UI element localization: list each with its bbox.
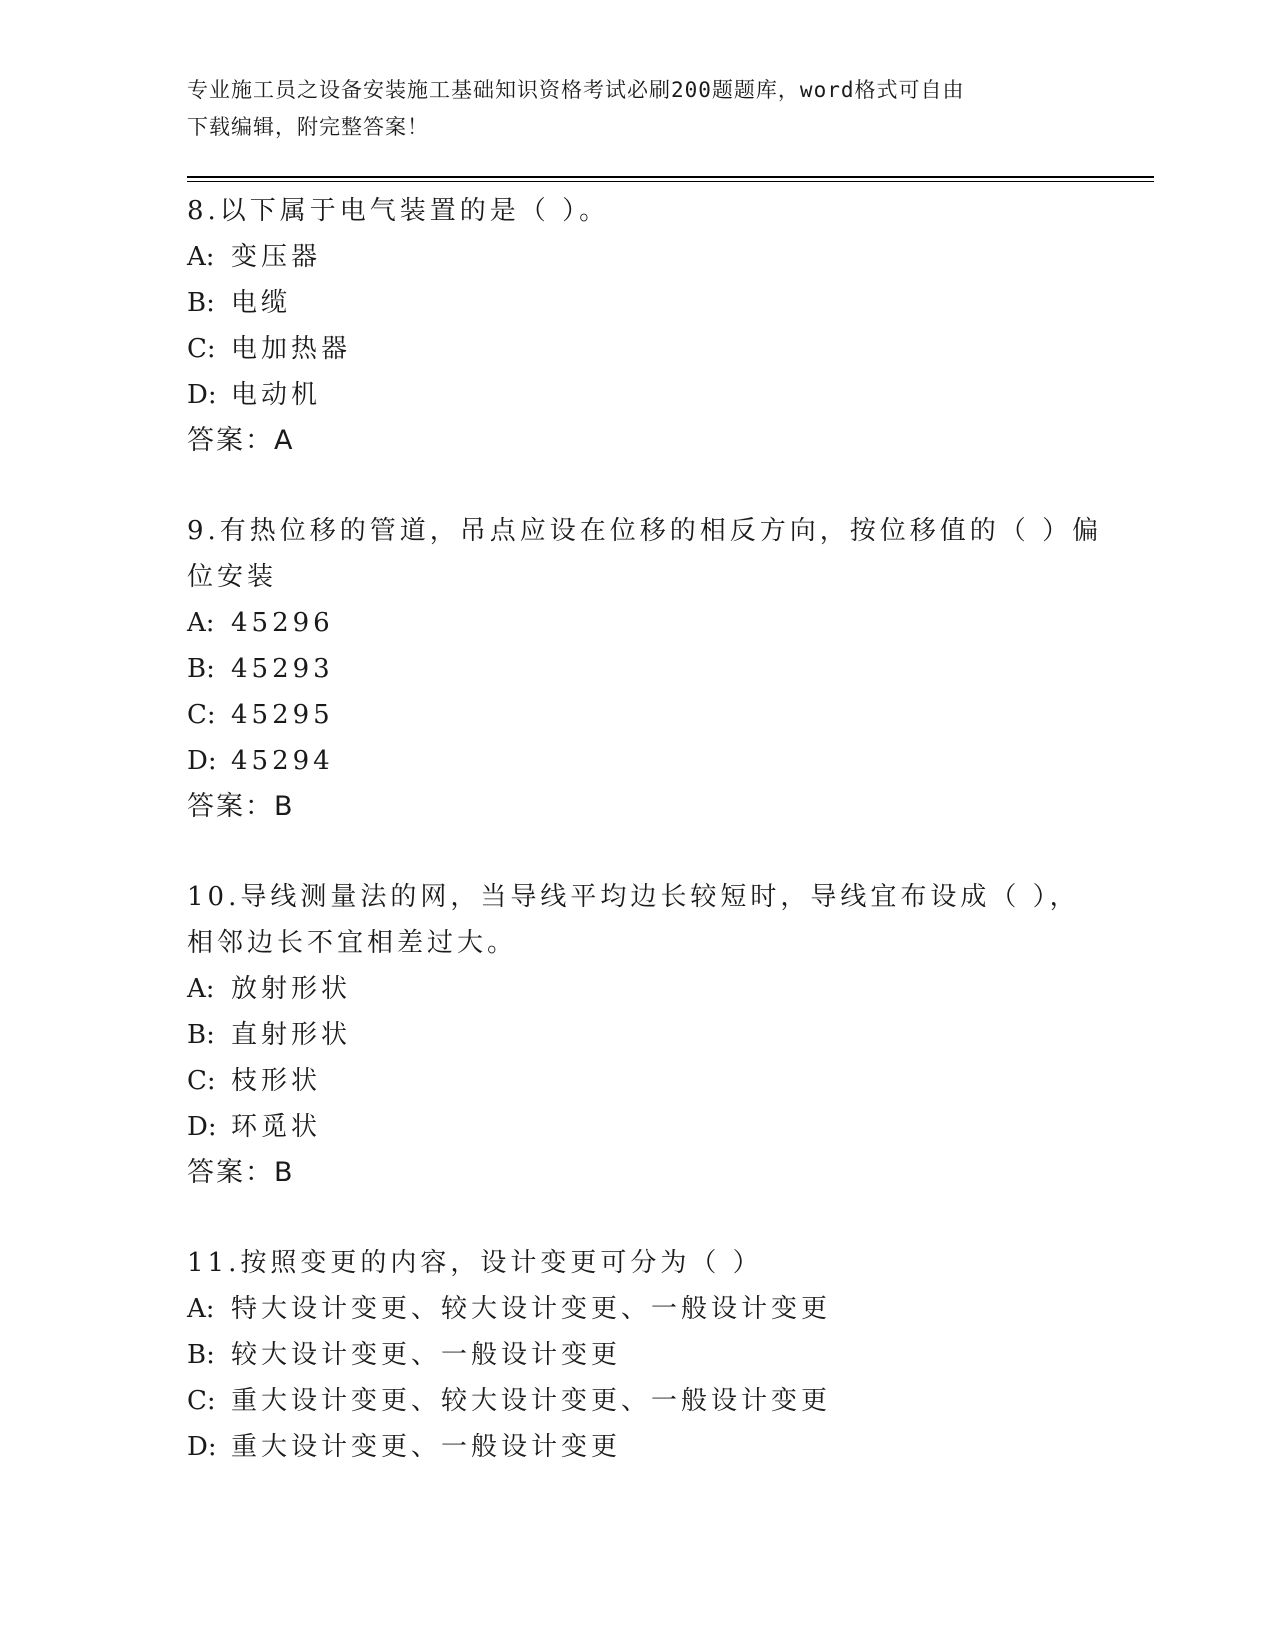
option-key: C: [187,1066,216,1096]
option-text: 重大设计变更、较大设计变更、一般设计变更 [231,1386,832,1416]
option-c [187,692,1087,738]
option-key: D: [187,1112,217,1142]
option-text: 电加热器 [231,334,352,364]
option-text: 45296 [231,608,334,638]
option-text: 环觅状 [231,1112,322,1142]
header-line-1: 专业施工员之设备安装施工基础知识资格考试必刷200题题库，word格式可自由 [187,78,965,102]
question-stem-continued: 相邻边长不宜相差过大。 [187,928,518,958]
option-b [187,1012,1087,1058]
option-b [187,280,1087,326]
option-key: B: [187,1340,215,1370]
answer: 答案：A [187,425,295,456]
option-text: 特大设计变更、较大设计变更、一般设计变更 [231,1294,832,1324]
header-divider-thick [187,176,1154,178]
option-text: 45294 [231,746,334,776]
option-key: A: [187,974,215,1004]
option-key: C: [187,700,216,730]
question-stem-continued: 位安装 [187,562,278,592]
option-c [187,326,1087,372]
answer: 答案：B [187,1157,295,1188]
option-a [187,966,1087,1012]
question-stem: 9.有热位移的管道，吊点应设在位移的相反方向，按位移值的（ ）偏 [187,516,1103,546]
document-header [187,72,1087,146]
option-key: D: [187,1432,217,1462]
header-divider-thin [187,181,1154,182]
question-stem: 8.以下属于电气装置的是（ ）。 [187,196,610,226]
option-text: 电动机 [231,380,322,410]
question-11 [187,1240,1087,1470]
option-c [187,1058,1087,1104]
header-line-2: 下载编辑，附完整答案！ [187,115,429,139]
option-key: A: [187,1294,215,1324]
option-key: B: [187,654,215,684]
option-a [187,1286,1087,1332]
option-text: 45295 [231,700,334,730]
option-key: A: [187,608,215,638]
option-d [187,1104,1087,1150]
question-8 [187,188,1087,464]
option-key: B: [187,288,215,318]
option-text: 较大设计变更、一般设计变更 [231,1340,622,1370]
question-stem: 10.导线测量法的网，当导线平均边长较短时，导线宜布设成（ ）， [187,882,1080,912]
option-a [187,234,1087,280]
option-text: 放射形状 [231,974,352,1004]
option-text: 变压器 [231,242,322,272]
option-key: D: [187,746,217,776]
option-text: 电缆 [231,288,292,318]
option-key: C: [187,334,216,364]
option-text: 枝形状 [231,1066,322,1096]
option-text: 45293 [231,654,334,684]
option-text: 直射形状 [231,1020,352,1050]
option-key: A: [187,242,215,272]
option-key: C: [187,1386,216,1416]
option-key: B: [187,1020,215,1050]
option-d [187,738,1087,784]
option-b [187,1332,1087,1378]
option-b [187,646,1087,692]
option-c [187,1378,1087,1424]
answer: 答案：B [187,791,295,822]
question-stem: 11.按照变更的内容，设计变更可分为（ ） [187,1248,763,1278]
option-text: 重大设计变更、一般设计变更 [231,1432,622,1462]
option-d [187,1424,1087,1470]
question-10 [187,874,1087,1196]
question-9 [187,508,1103,830]
option-d [187,372,1087,418]
option-key: D: [187,380,217,410]
option-a [187,600,1087,646]
